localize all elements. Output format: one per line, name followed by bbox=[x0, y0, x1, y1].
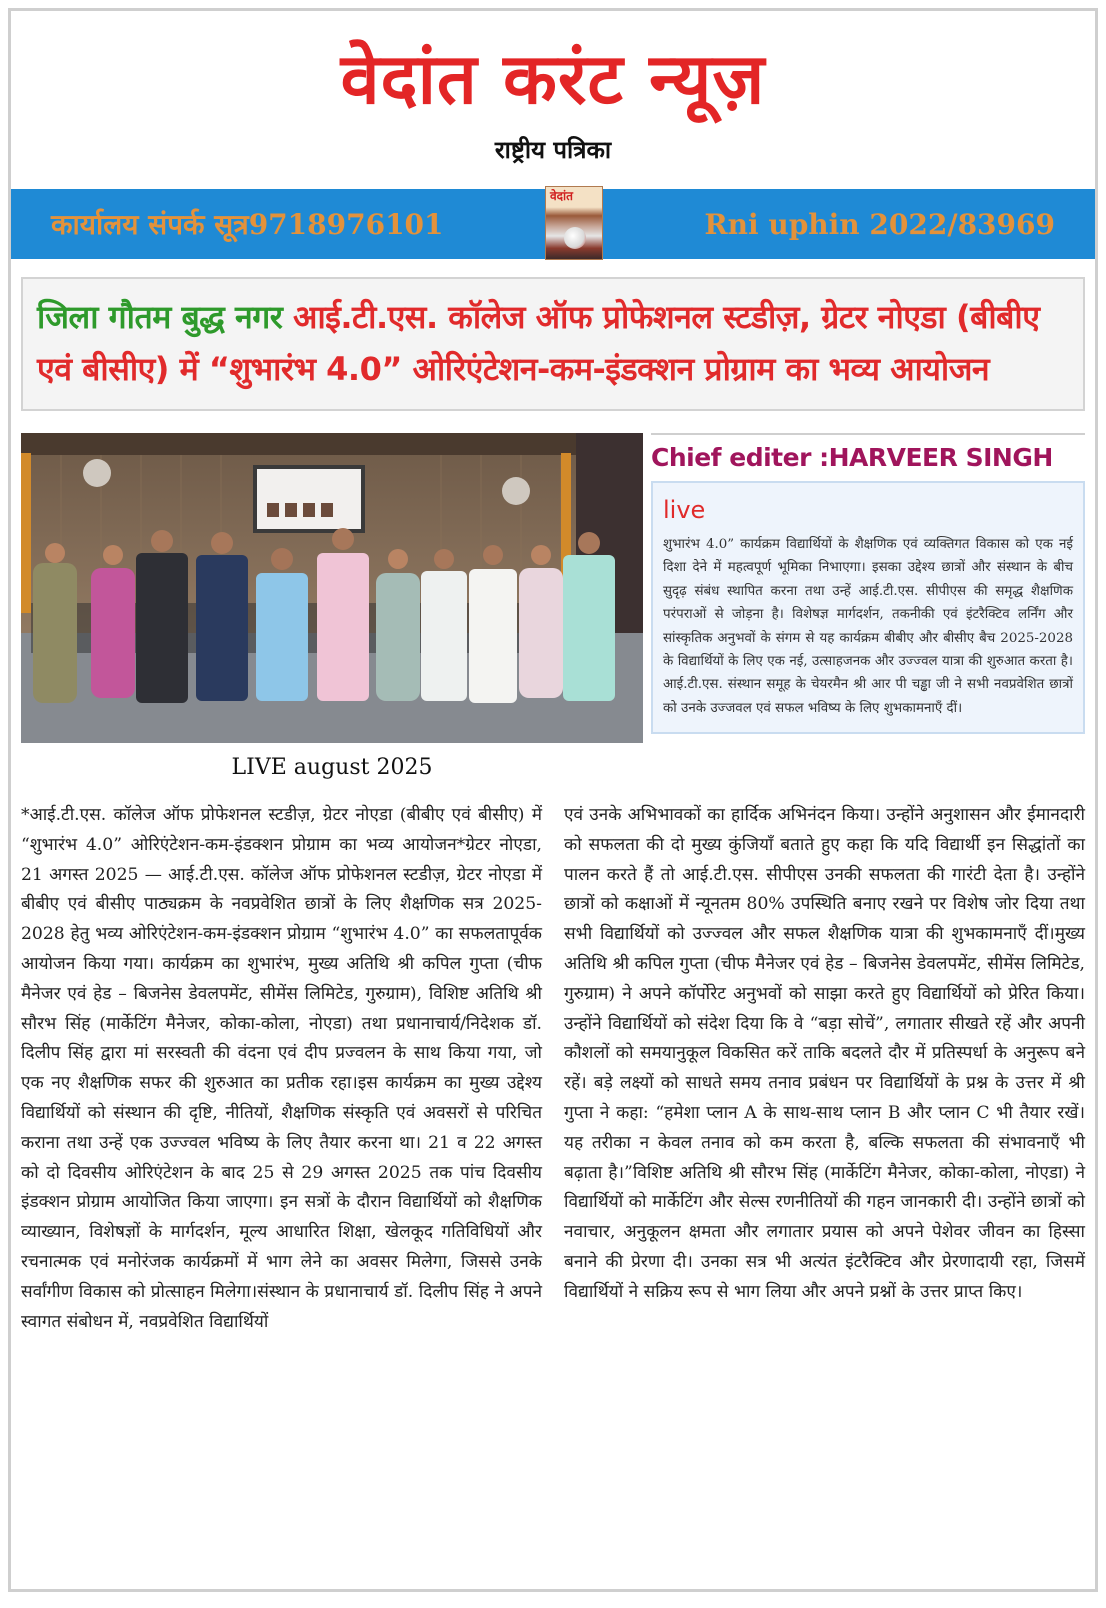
headline-text: आई.टी.एस. कॉलेज ऑफ प्रोफेशनल स्टडीज़, ग्रेटर नोएडा (बीबीए एवं बीसीए) में “शुभारंभ 4.0” ओरिएंटेशन-कम-इंडक्शन प्रोग्राम का भव्य आयोजन bbox=[37, 298, 1040, 388]
wall-fan-icon bbox=[83, 459, 111, 487]
live-label: live bbox=[663, 496, 706, 524]
live-text: शुभारंभ 4.0” कार्यक्रम विद्यार्थियों के शैक्षणिक एवं व्यक्तिगत विकास को एक नई दिशा देने में महत्वपूर्ण भूमिका निभाएगा। इसका उद्देश्य छात्रों और संस्थान के बीच सुदृढ़ संबंध स्थापित करना तथा उन्हें आई.टी.एस. सीपीएस की समृद्ध शैक्षणिक परंपराओं से जोड़ना है। विशेषज्ञ मार्गदर्शन, तकनीकी एवं इंटरैक्टिव लर्निंग और सांस्कृतिक अनुभवों के संगम से यह कार्यक्रम बीबीए और बीसीए बैच 2025-2028 के विद्यार्थियों के लिए एक नई, उत्साहजनक और उज्ज्वल यात्रा की शुरुआत करता है। आई.टी.एस. संस्थान समूह के चेयरमैन श्री आर पी चड्ढा जी ने सभी नवप्रवेशित छात्रों को उनके उज्जवल एवं सफल भविष्य के लिए शुभकामनाएँ दीं। bbox=[663, 537, 1073, 716]
masthead-title: वेदांत करंट न्यूज़ bbox=[340, 38, 766, 120]
live-box bbox=[651, 481, 1085, 734]
headline bbox=[37, 291, 1069, 395]
photo-column bbox=[21, 433, 643, 783]
globe-icon bbox=[564, 227, 586, 249]
cover-thumb-title: वेदांत bbox=[549, 189, 573, 203]
sidebar bbox=[651, 433, 1085, 734]
wall-fan-icon bbox=[502, 477, 530, 505]
event-group-photo bbox=[21, 433, 643, 743]
sidebar-divider bbox=[651, 433, 1085, 435]
article-body bbox=[21, 801, 1085, 1337]
office-contact: कार्यालय संपर्क सूत्र9718976101 bbox=[51, 208, 444, 241]
article-column-left: *आई.टी.एस. कॉलेज ऑफ प्रोफेशनल स्टडीज़, ग्रेटर नोएडा (बीबीए एवं बीसीए) में “शुभारंभ 4.0” ओरिएंटेशन-कम-इंडक्शन प्रोग्राम का भव्य आयोजन*ग्रेटर नोएडा, 21 अगस्त 2025 — आई.टी.एस. कॉलेज ऑफ प्रोफेशनल स्टडीज़, ग्रेटर नोएडा में बीबीए एवं बीसीए पाठ्यक्रम के नवप्रवेशित छात्रों के लिए शैक्षणिक सत्र 2025-2028 हेतु भव्य ओरिएंटेशन-कम-इंडक्शन प्रोग्राम “शुभारंभ 4.0” का सफलतापूर्वक आयोजन किया गया। कार्यक्रम का शुभारंभ, मुख्य अतिथि श्री कपिल गुप्ता (चीफ मैनेजर एवं हेड – बिजनेस डेवलपमेंट, सीमेंस लिमिटेड, गुरुग्राम), विशिष्ट अतिथि श्री सौरभ सिंह (मार्केटिंग मैनेजर, कोका-कोला, नोएडा) तथा प्रधानाचार्य/निदेशक डॉ. दिलीप सिंह द्वारा मां सरस्वती की वंदना एवं दीप प्रज्वलन के साथ किया गया, जो एक नए शैक्षणिक सफर की शुरुआत का प्रतीक रहा।इस कार्यक्रम का मुख्य उद्देश्य विद्यार्थियों को संस्थान की दृष्टि, नीतियों, शैक्षणिक संस्कृति एवं अवसरों से परिचित कराना तथा उन्हें एक उज्ज्वल भविष्य के लिए तैयार करना था। 21 व 22 अगस्त को दो दिवसीय ओरिएंटेशन के बाद 25 से 29 अगस्त 2025 तक पांच दिवसीय इंडक्शन प्रोग्राम आयोजित किया जाएगा। इन सत्रों के दौरान विद्यार्थियों को शैक्षणिक व्याख्यान, विशेषज्ञों के मार्गदर्शन, मूल्य आधारित शिक्षा, खेलकूद गतिविधियों और रचनात्मक एवं मनोरंजक कार्यक्रमों में भाग लेने का अवसर मिलेगा, जिससे उनके सर्वांगीण विकास को प्रोत्साहन मिलेगा।संस्थान के प्रधानाचार्य डॉ. दिलीप सिंह ने अपने स्वागत संबोधन में, नवप्रवेशित विद्यार्थियों bbox=[21, 805, 542, 1332]
group-photo-illustration bbox=[21, 433, 643, 743]
media-row bbox=[21, 433, 1085, 783]
masthead-subtitle: राष्ट्रीय पत्रिका bbox=[494, 136, 612, 164]
rni-number: Rni uphin 2022/83969 bbox=[704, 207, 1055, 241]
headline-box bbox=[21, 277, 1085, 411]
page-frame bbox=[8, 8, 1098, 1592]
contact-banner bbox=[11, 189, 1095, 259]
chief-editor: Chief editer :HARVEER SINGH bbox=[651, 443, 1053, 472]
magazine-cover-thumbnail bbox=[545, 186, 603, 260]
headline-location: जिला गौतम बुद्ध नगर bbox=[37, 298, 283, 336]
article-column-right: एवं उनके अभिभावकों का हार्दिक अभिनंदन किया। उन्होंने अनुशासन और ईमानदारी को सफलता की दो मुख्य कुंजियाँ बताते हुए कहा कि यदि विद्यार्थी इन सिद्धांतों का पालन करते हैं तो आई.टी.एस. सीपीएस उनकी सफलता की गारंटी देता है। उन्होंने छात्रों को कक्षाओं में न्यूनतम 80% उपस्थिति बनाए रखने पर विशेष जोर दिया तथा सभी विद्यार्थियों को उज्ज्वल और सफल शैक्षणिक यात्रा की शुभकामनाएँ दीं।मुख्य अतिथि श्री कपिल गुप्ता (चीफ मैनेजर एवं हेड – बिजनेस डेवलपमेंट, सीमेंस लिमिटेड, गुरुग्राम) ने अपने कॉर्पोरेट अनुभवों को साझा करते हुए विद्यार्थियों को प्रेरित किया। उन्होंने विद्यार्थियों को संदेश दिया कि वे “बड़ा सोचें”, लगातार सीखते रहें और अपनी कौशलों को समयानुकूल विकसित करें ताकि बदलते दौर में प्रतिस्पर्धा के अनुरूप बने रहें। बड़े लक्ष्यों को साधते समय तनाव प्रबंधन पर विद्यार्थियों के प्रश्न के उत्तर में श्री गुप्ता ने कहा: “हमेशा प्लान A के साथ-साथ प्लान B और प्लान C भी तैयार रखें। यह तरीका न केवल तनाव को कम करता है, बल्कि सफलता की संभावनाएँ भी बढ़ाता है।”विशिष्ट अतिथि श्री सौरभ सिंह (मार्केटिंग मैनेजर, कोका-कोला, नोएडा) ने विद्यार्थियों को मार्केटिंग और सेल्स रणनीतियों की गहन जानकारी दी। उन्होंने छात्रों को नवाचार, अनुकूलन क्षमता और लगातार प्रयास को अपने पेशेवर जीवन का हिस्सा बनाने की प्रेरणा दी। उनका सत्र भी अत्यंत इंटरैक्टिव और प्रेरणादायी रहा, जिसमें विद्यार्थियों ने सक्रिय रूप से भाग लिया और अपने प्रश्नों के उत्तर प्राप्त किए। bbox=[564, 805, 1085, 1302]
photo-caption: LIVE august 2025 bbox=[231, 755, 433, 780]
masthead bbox=[11, 11, 1095, 167]
